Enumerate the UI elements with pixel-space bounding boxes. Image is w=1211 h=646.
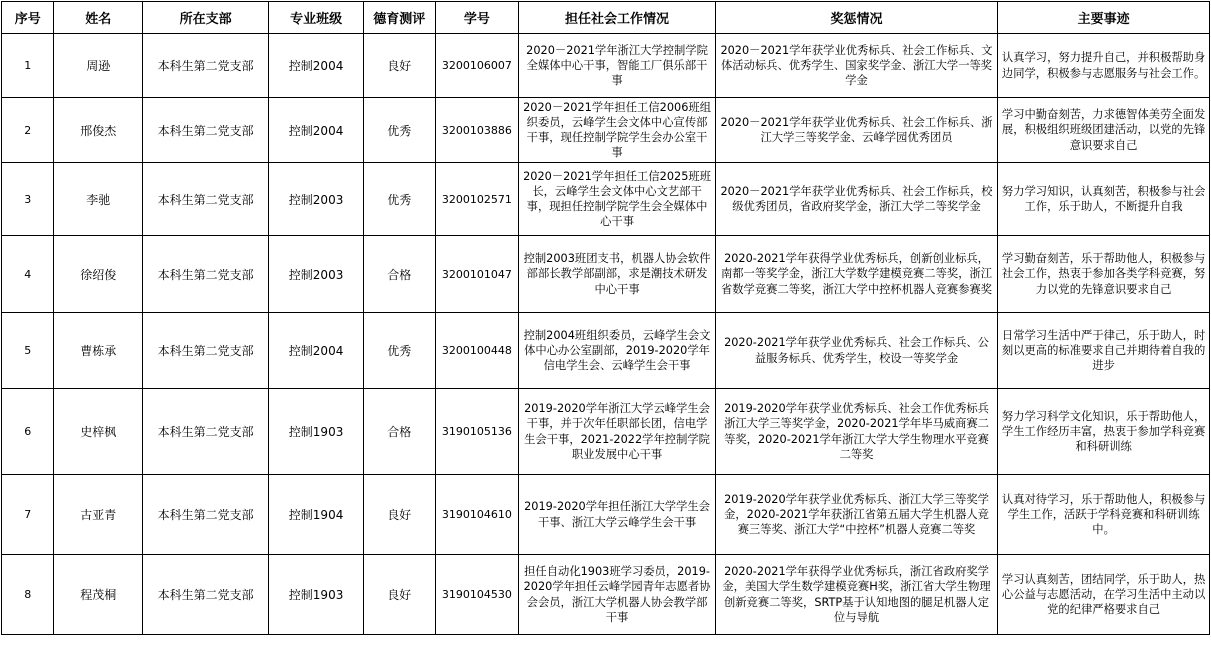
cell-moral: 良好 (363, 475, 435, 555)
cell-moral: 优秀 (363, 313, 435, 389)
cell-class: 控制1903 (269, 555, 364, 635)
cell-social-work: 2020－2021学年浙江大学控制学院全媒体中心干事，智能工厂俱乐部干事 (519, 34, 716, 98)
cell-awards: 2020－2021学年获学业优秀标兵、社会工作标兵、浙江大学三等奖学金、云峰学园优秀团员 (715, 98, 997, 163)
cell-name: 周逊 (54, 34, 143, 98)
cell-no: 2 (2, 98, 54, 163)
cell-moral: 合格 (363, 389, 435, 475)
cell-student-id: 3190104530 (435, 555, 519, 635)
cell-branch: 本科生第二党支部 (143, 313, 269, 389)
cell-deeds: 认真对待学习，乐于帮助他人，积极参与学生工作，活跃于学科竞赛和科研训练中。 (998, 475, 1210, 555)
cell-deeds: 认真学习，努力提升自己，并积极帮助身边同学，积极参与志愿服务与社会工作。 (998, 34, 1210, 98)
cell-no: 3 (2, 163, 54, 236)
cell-awards: 2020-2021学年获学业优秀标兵、社会工作标兵、公益服务标兵、优秀学生，校设一等奖学金 (715, 313, 997, 389)
cell-student-id: 3200103886 (435, 98, 519, 163)
table-row (2, 98, 1210, 163)
cell-no: 1 (2, 34, 54, 98)
table-row (2, 236, 1210, 313)
cell-student-id: 3200102571 (435, 163, 519, 236)
header-moral: 德育测评 (363, 2, 435, 34)
cell-no: 7 (2, 475, 54, 555)
cell-awards: 2020－2021学年获学业优秀标兵、社会工作标兵、文体活动标兵、优秀学生、国家奖学金、浙江大学一等奖学金 (715, 34, 997, 98)
header-student-id: 学号 (435, 2, 519, 34)
cell-name: 史梓枫 (54, 389, 143, 475)
cell-deeds: 学习中勤奋刻苦，力求德智体美劳全面发展，积极组织班级团建活动，以党的先锋意识要求自己 (998, 98, 1210, 163)
cell-class: 控制1903 (269, 389, 364, 475)
cell-name: 程茂桐 (54, 555, 143, 635)
table-row (2, 555, 1210, 635)
cell-moral: 良好 (363, 34, 435, 98)
cell-student-id: 3200101047 (435, 236, 519, 313)
cell-no: 5 (2, 313, 54, 389)
header-name: 姓名 (54, 2, 143, 34)
header-branch: 所在支部 (143, 2, 269, 34)
cell-name: 李驰 (54, 163, 143, 236)
cell-no: 8 (2, 555, 54, 635)
cell-branch: 本科生第二党支部 (143, 98, 269, 163)
cell-name: 古亚青 (54, 475, 143, 555)
student-table (1, 1, 1210, 635)
cell-no: 6 (2, 389, 54, 475)
cell-awards: 2020－2021学年获学业优秀标兵、社会工作标兵，校级优秀团员，省政府奖学金，浙江大学二等奖学金 (715, 163, 997, 236)
cell-awards: 2019-2020学年获学业优秀标兵、社会工作优秀标兵浙江大学三等奖学金，2020-2021学年毕马威商赛二等奖，2020-2021学年浙江大学大学生物理水平竞赛二等奖 (715, 389, 997, 475)
cell-deeds: 努力学习知识，认真刻苦，积极参与社会工作，乐于助人，不断提升自我 (998, 163, 1210, 236)
cell-social-work: 2020－2021学年担任工信2025班班长，云峰学生会文体中心文艺部干事，现担任控制学院学生会全媒体中心干事 (519, 163, 716, 236)
cell-no: 4 (2, 236, 54, 313)
cell-class: 控制2003 (269, 163, 364, 236)
cell-branch: 本科生第二党支部 (143, 389, 269, 475)
cell-social-work: 控制2003班团支书，机器人协会软件部部长教学部副部，求是潮技术研发中心干事 (519, 236, 716, 313)
cell-deeds: 学习认真刻苦，团结同学，乐于助人，热心公益与志愿活动，在学习生活中主动以党的纪律严格要求自己 (998, 555, 1210, 635)
cell-social-work: 控制2004班组织委员，云峰学生会文体中心办公室副部，2019-2020学年信电学生会、云峰学生会干事 (519, 313, 716, 389)
cell-moral: 合格 (363, 236, 435, 313)
cell-class: 控制2004 (269, 313, 364, 389)
cell-social-work: 2019-2020学年担任浙江大学学生会干事、浙江大学云峰学生会干事 (519, 475, 716, 555)
table-row (2, 313, 1210, 389)
cell-social-work: 2020－2021学年担任工信2006班组织委员，云峰学生会文体中心宣传部干事，现任控制学院学生会办公室干事 (519, 98, 716, 163)
cell-class: 控制2004 (269, 98, 364, 163)
cell-moral: 优秀 (363, 98, 435, 163)
cell-moral: 良好 (363, 555, 435, 635)
header-deeds: 主要事迹 (998, 2, 1210, 34)
table-row (2, 163, 1210, 236)
header-class: 专业班级 (269, 2, 364, 34)
cell-student-id: 3190104610 (435, 475, 519, 555)
cell-name: 徐绍俊 (54, 236, 143, 313)
header-row (2, 2, 1210, 34)
cell-name: 邢俊杰 (54, 98, 143, 163)
cell-branch: 本科生第二党支部 (143, 475, 269, 555)
header-social-work: 担任社会工作情况 (519, 2, 716, 34)
cell-class: 控制1904 (269, 475, 364, 555)
cell-social-work: 2019-2020学年浙江大学云峰学生会干事，并于次年任职部长团，信电学生会干事，2021-2022学年控制学院职业发展中心干事 (519, 389, 716, 475)
cell-branch: 本科生第二党支部 (143, 163, 269, 236)
cell-deeds: 努力学习科学文化知识，乐于帮助他人，学生工作经历丰富，热衷于参加学科竞赛和科研训练 (998, 389, 1210, 475)
cell-name: 曹栋承 (54, 313, 143, 389)
cell-student-id: 3200100448 (435, 313, 519, 389)
cell-awards: 2019-2020学年获学业优秀标兵、浙江大学三等奖学金，2020-2021学年获浙江省第五届大学生机器人竞赛三等奖、浙江大学“中控杯”机器人竞赛二等奖 (715, 475, 997, 555)
cell-class: 控制2003 (269, 236, 364, 313)
table-row (2, 34, 1210, 98)
header-no: 序号 (2, 2, 54, 34)
table-row (2, 389, 1210, 475)
cell-social-work: 担任自动化1903班学习委员，2019-2020学年担任云峰学园青年志愿者协会会员，浙江大学机器人协会教学部干事 (519, 555, 716, 635)
cell-awards: 2020-2021学年获得学业优秀标兵，浙江省政府奖学金，美国大学生数学建模竞赛H奖，浙江省大学生物理创新竞赛二等奖，SRTP基于认知地图的腿足机器人定位与导航 (715, 555, 997, 635)
header-awards: 奖惩情况 (715, 2, 997, 34)
cell-branch: 本科生第二党支部 (143, 236, 269, 313)
cell-moral: 优秀 (363, 163, 435, 236)
table-row (2, 475, 1210, 555)
cell-branch: 本科生第二党支部 (143, 555, 269, 635)
cell-student-id: 3190105136 (435, 389, 519, 475)
cell-deeds: 日常学习生活中严于律己，乐于助人，时刻以更高的标准要求自己并期待着自我的进步 (998, 313, 1210, 389)
cell-awards: 2020-2021学年获得学业优秀标兵，创新创业标兵，南都一等奖学金，浙江大学数学建模竞赛二等奖，浙江省数学竞赛二等奖，浙江大学中控杯机器人竞赛参赛奖 (715, 236, 997, 313)
cell-class: 控制2004 (269, 34, 364, 98)
cell-branch: 本科生第二党支部 (143, 34, 269, 98)
cell-student-id: 3200106007 (435, 34, 519, 98)
cell-deeds: 学习勤奋刻苦，乐于帮助他人，积极参与社会工作，热衷于参加各类学科竞赛，努力以党的先锋意识要求自己 (998, 236, 1210, 313)
